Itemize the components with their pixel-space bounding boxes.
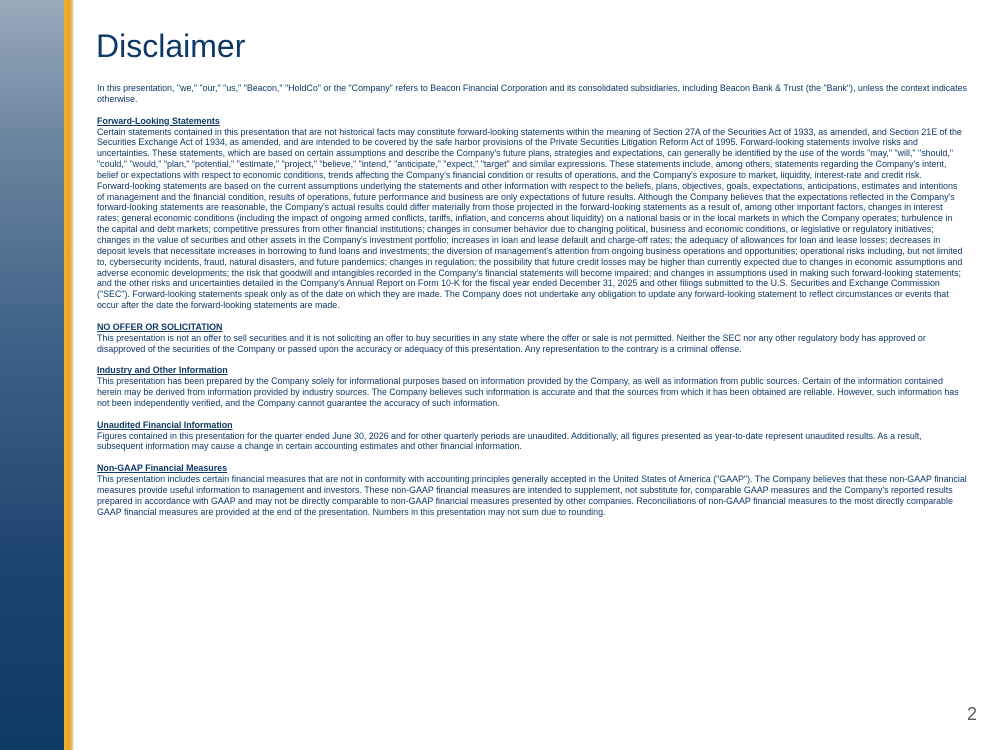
industry-paragraph: This presentation has been prepared by the Company solely for informational purposes based on information provided by the Company, as well as information from public sources. Certain of the information contained herein may be derived from information provided by industry sources. The Company believes such information is accurate and that the sources from which it has been obtained are reliable. However, such information has not been independently verified, and the Company cannot guarantee the accuracy of such information.	[97, 376, 959, 408]
forward-looking-paragraph-2: Forward-looking statements are based on the current assumptions underlying the statements and other information with respect to the beliefs, plans, objectives, goals, expectations, anticipations, estimates and intentions of management and the financial condition, results of operations, future performance and business are only expectations of future results. Although the Company believes that the expectations reflected in the Company's forward-looking statements are reasonable, the Company's actual results could differ materially from those projected in the forward-looking statements as a result of, among other important factors, changes in interest rates; general economic conditions (including the impact of ongoing armed conflicts, tariffs, inflation, and concerns about liquidity) on a national basis or in the local markets in which the Company operates; turbulence in the capital and debt markets; competitive pressures from other financial institutions; changes in consumer behavior due to changing political, business and economic conditions, or legislative or regulatory initiatives; changes in the value of securities and other assets in the Company's investment portfolio; increases in loan and lease default and charge-off rates; the adequacy of allowances for loan and lease losses; decreases in deposit levels that necessitate increases in borrowing to fund loans and investments; the diversion of management's attention from ongoing business operations and opportunities; operational risks including, but not limited to, cybersecurity incidents, fraud, natural disasters, and future pandemics; changes in regulation; the possibility that future credit losses may be higher than currently expected due to changes in economic assumptions and adverse economic developments; the risk that goodwill and intangibles recorded in the Company's financial statements will become impaired; and changes in assumptions used in making such forward-looking statements; and the other risks and uncertainties detailed in the Company's Annual Report on Form 10-K for the fiscal year ended December 31, 2025 and other filings submitted to the U.S. Securities and Exchange Commission ("SEC"). Forward-looking statements speak only as of the date on which they are made. The Company does not undertake any obligation to update any forward-looking statement to reflect circumstances or events that occur after the date the forward-looking statements are made.	[97, 180, 963, 311]
section-forward-looking	[97, 116, 967, 311]
forward-looking-heading: Forward-Looking Statements	[97, 115, 220, 126]
page-title: Disclaimer	[96, 28, 246, 64]
side-gradient-bar	[0, 0, 64, 750]
industry-heading: Industry and Other Information	[97, 365, 228, 376]
no-offer-paragraph: This presentation is not an offer to sell securities and it is not soliciting an offer to buy securities in any state where the offer or sale is not permitted. Neither the SEC nor any other regulatory body has approved or disapproved of the securities of the Company or passed upon the accuracy or adequacy of this presentation. Any representation to the contrary is a criminal offense.	[97, 332, 926, 354]
section-no-offer	[97, 322, 967, 355]
unaudited-paragraph: Figures contained in this presentation for the quarter ended June 30, 2026 and for other quarterly periods are unaudited. Additionally, all figures presented as year-to-date represent unaudited results. As a result, subsequent information may cause a change in certain accounting estimates and other financial information.	[97, 430, 922, 452]
section-non-gaap	[97, 463, 967, 517]
page-number: 2	[966, 704, 977, 724]
non-gaap-heading: Non-GAAP Financial Measures	[97, 463, 228, 474]
intro-paragraph: In this presentation, "we," "our," "us," "Beacon," "HoldCo" or the "Company" refers to Beacon Financial Corporation and its consolidated subsidiaries, including Beacon Bank & Trust (the "Bank"), unless the context indicates otherwise.	[97, 83, 967, 104]
section-industry	[97, 365, 967, 408]
gold-accent-bar	[64, 0, 74, 750]
no-offer-heading: NO OFFER OR SOLICITATION	[97, 321, 223, 332]
non-gaap-paragraph: This presentation includes certain financial measures that are not in conformity with accounting principles generally accepted in the United States of America ("GAAP"). The Company believes that these non-GAAP financial measures provide useful information to management and investors. These non-GAAP financial measures are intended to supplement, not substitute for, comparable GAAP measures and the Company's reported results prepared in accordance with GAAP and may not be directly comparable to non-GAAP financial measures presented by other companies. Reconciliations of non-GAAP financial measures to the most directly comparable GAAP financial measures are provided at the end of the presentation. Numbers in this presentation may not sum due to rounding.	[97, 474, 967, 517]
section-unaudited	[97, 420, 967, 453]
unaudited-heading: Unaudited Financial Information	[97, 419, 233, 430]
forward-looking-paragraph-1: Certain statements contained in this presentation that are not historical facts may constitute forward-looking statements within the meaning of Section 27A of the Securities Act of 1933, as amended, and Section 21E of the Securities Exchange Act of 1934, as amended, and are intended to be covered by the safe harbor provisions of the Private Securities Litigation Reform Act of 1995. Forward-looking statements involve risks and uncertainties. These statements, which are based on certain assumptions and describe the Company's future plans, strategies and expectations, can generally be identified by the use of the words "may," "will," "should," "could," "would," "plan," "potential," "estimate," "project," "believe," "intend," "anticipate," "expect," "target" and similar expressions. These statements include, among others, statements regarding the Company's intent, belief or expectations with respect to economic conditions, trends affecting the Company's financial condition or results of operations, and the Company's exposure to market, liquidity, interest-rate and credit risk.	[97, 126, 962, 180]
disclaimer-content	[97, 83, 967, 518]
